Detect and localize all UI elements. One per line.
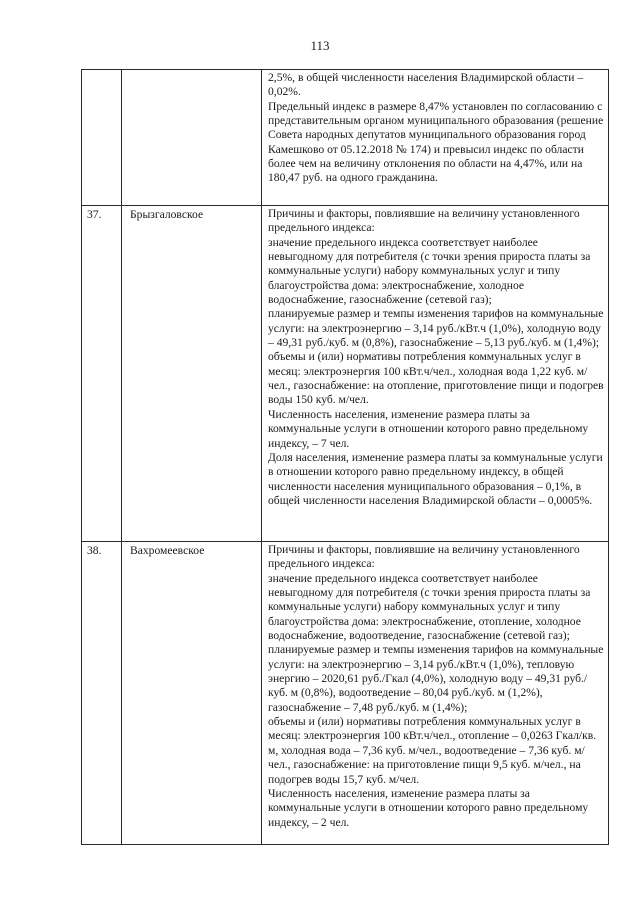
municipal-index-table bbox=[81, 69, 609, 845]
municipality-name-cell: Вахромеевское bbox=[122, 542, 262, 845]
municipality-name-cell: Брызгаловское bbox=[122, 206, 262, 542]
municipality-name-cell bbox=[122, 70, 262, 206]
description-cell: Причины и факторы, повлиявшие на величину установленного предельного индекса: значение предельного индекса соответствует наиболее невыгодному для потребителя (с точки зрения прироста платы за коммунальные услуги) набору коммунальных услуг и типу благоустройства дома: электроснабжение, отопление, холодное водоснабжение, водоотведение, газоснабжение (сетевой газ); планируемые размер и темпы изменения тарифов на коммунальные услуги: на электроэнергию – 3,14 руб./кВт.ч (1,0%), тепловую энергию – 2020,61 руб./Гкал (4,0%), холодную воду – 49,31 руб./куб. м (0,8%), водоотведение – 80,04 руб./куб. м (1,2%), газоснабжение – 7,48 руб./куб. м (1,4%); объемы и (или) нормативы потребления коммунальных услуг в месяц: электроэнергия 100 кВт.ч/чел., отопление – 0,0263 Гкал/кв. м, холодная вода – 7,36 куб. м/чел., водоотведение – 7,36 куб. м/чел., газоснабжение: на приготовление пищи 9,5 куб. м/чел., на подогрев воды 15,7 куб. м/чел. Численность населения, изменение размера платы за коммунальные услуги в отношении которого равно предельному индексу, – 2 чел. bbox=[262, 542, 609, 845]
page-number: 113 bbox=[310, 38, 330, 53]
row-number-cell: 37. bbox=[82, 206, 122, 542]
table-row bbox=[82, 70, 609, 206]
description-cell: Причины и факторы, повлиявшие на величину установленного предельного индекса: значение предельного индекса соответствует наиболее невыгодному для потребителя (с точки зрения прироста платы за коммунальные услуги) набору коммунальных услуг и типу благоустройства дома: электроснабжение, холодное водоснабжение, газоснабжение (сетевой газ); планируемые размер и темпы изменения тарифов на коммунальные услуги: на электроэнергию – 3,14 руб./кВт.ч (1,0%), холодную воду – 49,31 руб./куб. м (0,8%), газоснабжение – 5,13 руб./куб. м (1,4%); объемы и (или) нормативы потребления коммунальных услуг в месяц: электроэнергия 100 кВт.ч/чел., холодная вода 1,22 куб. м/чел., газоснабжение: на отопление, приготовление пищи и подогрев воды 150 куб. м/чел. Численность населения, изменение размера платы за коммунальные услуги в отношении которого равно предельному индексу, – 7 чел. Доля населения, изменение размера платы за коммунальные услуги в отношении которого равно предельному индексу, в общей численности населения муниципального образования – 0,1%, в общей численности населения Владимирской области – 0,0005%. bbox=[262, 206, 609, 542]
row-number-cell: 38. bbox=[82, 542, 122, 845]
table-row bbox=[82, 206, 609, 542]
row-number-cell bbox=[82, 70, 122, 206]
table-row bbox=[82, 542, 609, 845]
description-cell: 2,5%, в общей численности населения Владимирской области – 0,02%. Предельный индекс в размере 8,47% установлен по согласованию с представительным органом муниципального образования (решение Совета народных депутатов муниципального образования город Камешково от 05.12.2018 № 174) и превысил индекс по области более чем на величину отклонения по области на 4,47%, или на 180,47 руб. на одного гражданина. bbox=[262, 70, 609, 206]
